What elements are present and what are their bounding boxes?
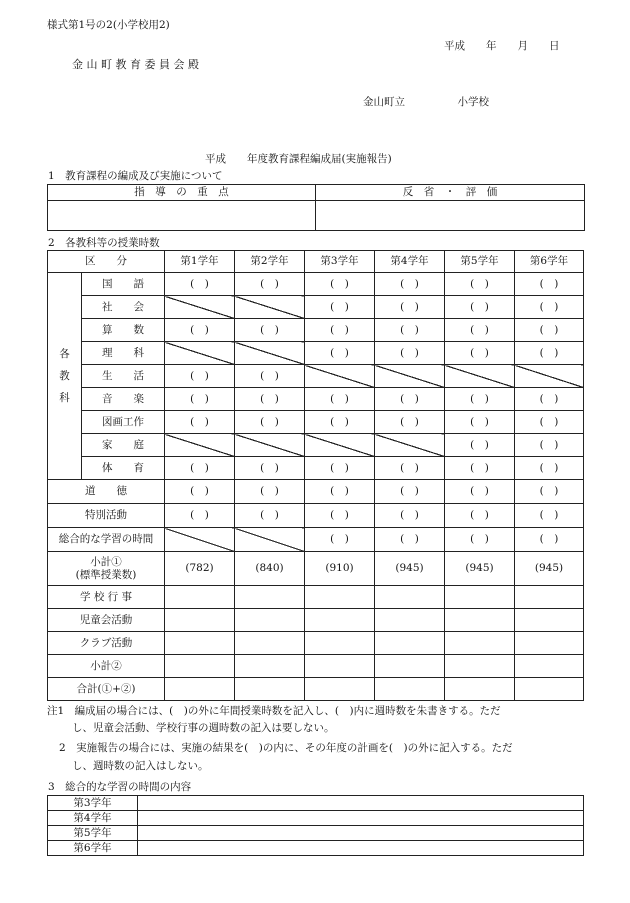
grade-header: 第3学年	[305, 251, 375, 273]
not-applicable-cell	[515, 365, 584, 388]
grade-header: 第6学年	[515, 251, 584, 273]
subject-name: 音 楽	[82, 388, 165, 411]
school-name: 金山町立 小学校	[363, 96, 489, 108]
hours-input[interactable]	[515, 678, 584, 701]
hours-input[interactable]: ( )	[235, 319, 305, 342]
hours-input[interactable]	[305, 609, 375, 632]
hours-input[interactable]	[305, 632, 375, 655]
hours-input[interactable]	[235, 632, 305, 655]
integrated-study-table	[47, 795, 584, 856]
hours-input[interactable]: ( )	[375, 342, 445, 365]
integrated-grade-label: 第5学年	[48, 826, 138, 841]
subject-group-char: 各	[59, 347, 70, 360]
hours-input[interactable]	[305, 678, 375, 701]
extra-row-label: 学 校 行 事	[48, 586, 165, 609]
hours-input[interactable]: ( )	[165, 480, 235, 504]
not-applicable-cell	[305, 434, 375, 457]
hours-input[interactable]: ( )	[235, 388, 305, 411]
hours-input[interactable]: ( )	[305, 504, 375, 528]
review-evaluation-header: 反 省 ・ 評 価	[316, 185, 585, 201]
category-header: 区 分	[48, 251, 165, 273]
hours-input[interactable]	[235, 678, 305, 701]
not-applicable-cell	[165, 342, 235, 365]
hours-input[interactable]: ( )	[165, 319, 235, 342]
hours-input[interactable]: ( )	[305, 319, 375, 342]
guidance-focus-header: 指 導 の 重 点	[48, 185, 316, 201]
hours-input[interactable]: ( )	[375, 480, 445, 504]
hours-input[interactable]: ( )	[305, 411, 375, 434]
hours-input[interactable]: ( )	[375, 411, 445, 434]
hours-input[interactable]: ( )	[375, 319, 445, 342]
not-applicable-cell	[235, 434, 305, 457]
review-evaluation-field[interactable]	[316, 201, 585, 231]
hours-input[interactable]: ( )	[375, 504, 445, 528]
not-applicable-cell	[375, 434, 445, 457]
hours-input[interactable]	[235, 609, 305, 632]
hours-input[interactable]: ( )	[305, 273, 375, 296]
note-1-line-1: 注1 編成届の場合には、( )の外に年間授業時数を記入し、( )内に週時数を朱書きする。ただ	[47, 705, 501, 717]
integrated-content-field[interactable]	[138, 796, 584, 811]
hours-input[interactable]: ( )	[305, 528, 375, 552]
extra-row-label: 小計②	[48, 655, 165, 678]
standard-hours[interactable]: (945)	[515, 552, 584, 586]
grade-header: 第2学年	[235, 251, 305, 273]
hours-input[interactable]: ( )	[375, 528, 445, 552]
hours-input[interactable]: ( )	[235, 457, 305, 480]
section1-heading: 1 教育課程の編成及び実施について	[48, 170, 223, 182]
standard-hours[interactable]: (945)	[375, 552, 445, 586]
hours-input[interactable]: ( )	[165, 504, 235, 528]
hours-input[interactable]: ( )	[235, 504, 305, 528]
extra-row-label: 合計(①+②)	[48, 678, 165, 701]
hours-input[interactable]	[165, 678, 235, 701]
subject-name: 生 活	[82, 365, 165, 388]
hours-input[interactable]: ( )	[445, 411, 515, 434]
hours-input[interactable]	[165, 586, 235, 609]
section3-heading: 3 総合的な学習の時間の内容	[48, 781, 192, 793]
hours-input[interactable]: ( )	[515, 528, 584, 552]
addressee: 金 山 町 教 育 委 員 会 殿	[72, 58, 199, 71]
hours-input[interactable]: ( )	[235, 365, 305, 388]
hours-input[interactable]: ( )	[515, 319, 584, 342]
hours-input[interactable]: ( )	[515, 388, 584, 411]
hours-input[interactable]	[375, 678, 445, 701]
document-title: 平成 年度教育課程編成届(実施報告)	[205, 153, 392, 165]
hours-input[interactable]	[165, 632, 235, 655]
hours-input[interactable]	[375, 586, 445, 609]
hours-input[interactable]	[375, 632, 445, 655]
not-applicable-cell	[305, 365, 375, 388]
hours-input[interactable]	[305, 586, 375, 609]
activity-name: 特別活動	[48, 504, 165, 528]
grade-header: 第4学年	[375, 251, 445, 273]
hours-input[interactable]: ( )	[165, 388, 235, 411]
hours-input[interactable]	[445, 655, 515, 678]
hours-input[interactable]: ( )	[515, 457, 584, 480]
subject-name: 体 育	[82, 457, 165, 480]
hours-input[interactable]	[445, 632, 515, 655]
hours-input[interactable]: ( )	[305, 480, 375, 504]
extra-row-label: 児童会活動	[48, 609, 165, 632]
hours-input[interactable]: ( )	[515, 434, 584, 457]
not-applicable-cell	[235, 342, 305, 365]
hours-input[interactable]	[305, 655, 375, 678]
hours-input[interactable]: ( )	[165, 411, 235, 434]
not-applicable-cell	[235, 296, 305, 319]
hours-input[interactable]	[165, 609, 235, 632]
integrated-content-field[interactable]	[138, 811, 584, 826]
hours-input[interactable]: ( )	[445, 342, 515, 365]
hours-input[interactable]: ( )	[305, 388, 375, 411]
hours-input[interactable]: ( )	[375, 296, 445, 319]
subject-name: 国 語	[82, 273, 165, 296]
hours-input[interactable]: ( )	[235, 273, 305, 296]
integrated-grade-label: 第3学年	[48, 796, 138, 811]
hours-input[interactable]: ( )	[515, 411, 584, 434]
subtotal-1-subtitle: (標準授業数)	[75, 568, 137, 581]
hours-input[interactable]: ( )	[445, 273, 515, 296]
subject-name: 家 庭	[82, 434, 165, 457]
form-number: 様式第1号の2(小学校用2)	[47, 19, 170, 31]
activity-name: 総合的な学習の時間	[48, 528, 165, 552]
hours-input[interactable]: ( )	[165, 365, 235, 388]
hours-input[interactable]: ( )	[375, 388, 445, 411]
hours-input[interactable]	[375, 609, 445, 632]
not-applicable-cell	[165, 434, 235, 457]
standard-hours[interactable]: (782)	[165, 552, 235, 586]
section2-heading: 2 各教科等の授業時数	[48, 237, 160, 249]
hours-input[interactable]	[235, 655, 305, 678]
not-applicable-cell	[165, 296, 235, 319]
hours-input[interactable]: ( )	[165, 457, 235, 480]
hours-input[interactable]: ( )	[235, 411, 305, 434]
grade-header: 第1学年	[165, 251, 235, 273]
subtotal-1-label	[48, 552, 165, 586]
hours-input[interactable]: ( )	[515, 504, 584, 528]
hours-input[interactable]: ( )	[445, 434, 515, 457]
hours-input[interactable]: ( )	[515, 273, 584, 296]
subject-name: 理 科	[82, 342, 165, 365]
standard-hours[interactable]: (840)	[235, 552, 305, 586]
hours-input[interactable]: ( )	[515, 480, 584, 504]
guidance-focus-field[interactable]	[48, 201, 316, 231]
hours-input[interactable]: ( )	[375, 457, 445, 480]
hours-input[interactable]	[515, 655, 584, 678]
note-2-line-2: し、週時数の記入はしない。	[72, 760, 209, 772]
hours-input[interactable]: ( )	[445, 457, 515, 480]
standard-hours[interactable]: (945)	[445, 552, 515, 586]
integrated-content-field[interactable]	[138, 841, 584, 856]
grade-header: 第5学年	[445, 251, 515, 273]
hours-input[interactable]: ( )	[445, 388, 515, 411]
subtotal-1-title: 小計①	[90, 556, 122, 569]
activity-name: 道 徳	[48, 480, 165, 504]
hours-input[interactable]	[515, 632, 584, 655]
hours-input[interactable]: ( )	[445, 296, 515, 319]
subject-name: 図画工作	[82, 411, 165, 434]
guidance-table	[47, 184, 585, 231]
integrated-grade-label: 第6学年	[48, 841, 138, 856]
hours-input[interactable]	[515, 609, 584, 632]
subject-name: 算 数	[82, 319, 165, 342]
hours-input[interactable]	[445, 678, 515, 701]
integrated-grade-label: 第4学年	[48, 811, 138, 826]
not-applicable-cell	[235, 528, 305, 552]
hours-input[interactable]: ( )	[235, 480, 305, 504]
hours-input[interactable]	[445, 609, 515, 632]
standard-hours[interactable]: (910)	[305, 552, 375, 586]
hours-input[interactable]: ( )	[445, 528, 515, 552]
hours-input[interactable]	[445, 586, 515, 609]
subject-group-char: 教	[59, 369, 70, 382]
hours-input[interactable]: ( )	[515, 342, 584, 365]
extra-row-label: クラブ活動	[48, 632, 165, 655]
hours-input[interactable]: ( )	[375, 273, 445, 296]
not-applicable-cell	[445, 365, 515, 388]
hours-input[interactable]: ( )	[165, 273, 235, 296]
not-applicable-cell	[165, 528, 235, 552]
hours-input[interactable]: ( )	[445, 504, 515, 528]
subject-group-char: 科	[59, 392, 70, 405]
hours-input[interactable]	[515, 586, 584, 609]
hours-input[interactable]: ( )	[445, 319, 515, 342]
hours-input[interactable]: ( )	[305, 457, 375, 480]
hours-input[interactable]	[375, 655, 445, 678]
integrated-content-field[interactable]	[138, 826, 584, 841]
hours-input[interactable]: ( )	[515, 296, 584, 319]
hours-input[interactable]	[235, 586, 305, 609]
hours-input[interactable]: ( )	[445, 480, 515, 504]
note-2-line-1: 2 実施報告の場合には、実施の結果を( )の内に、その年度の計画を( )の外に記入する。ただ	[59, 742, 513, 754]
hours-input[interactable]	[165, 655, 235, 678]
not-applicable-cell	[375, 365, 445, 388]
hours-input[interactable]: ( )	[305, 296, 375, 319]
hours-input[interactable]: ( )	[305, 342, 375, 365]
subject-group-label	[48, 273, 82, 480]
note-1-line-2: し、児童会活動、学校行事の週時数の記入は要しない。	[72, 722, 335, 734]
class-hours-table	[47, 250, 584, 701]
subject-name: 社 会	[82, 296, 165, 319]
submission-date: 平成 年 月 日	[444, 40, 560, 52]
